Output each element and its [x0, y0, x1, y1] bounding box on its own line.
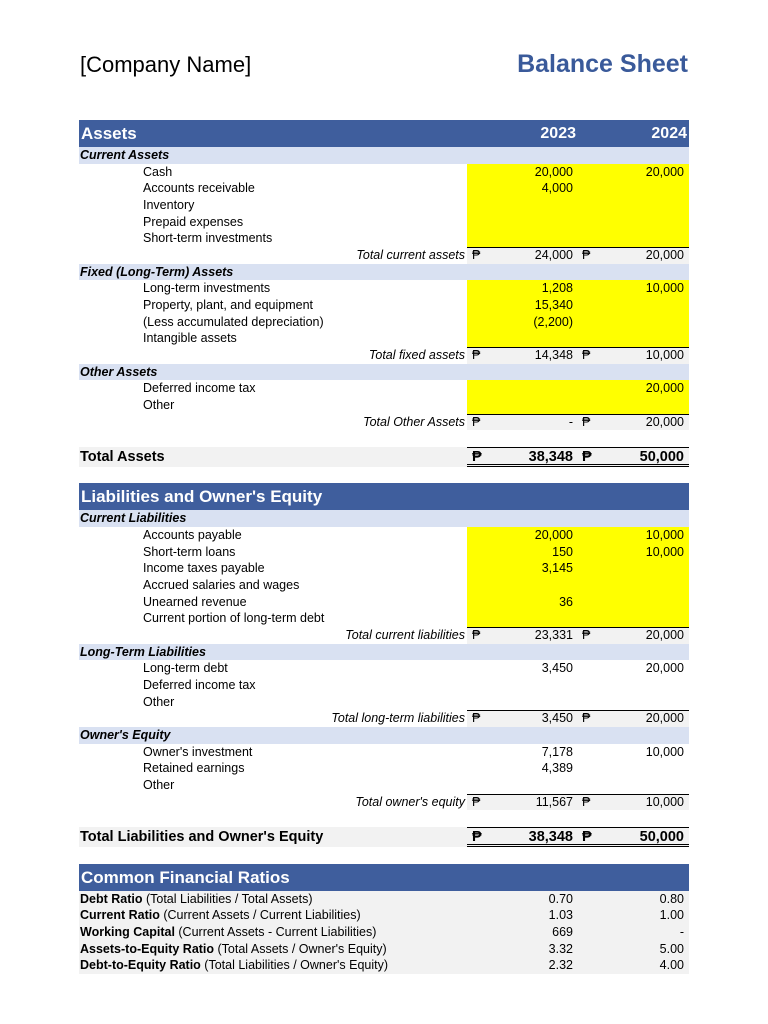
section-fixed-assets: Fixed (Long-Term) Assets — [79, 264, 689, 281]
ratio-row: Debt-to-Equity Ratio (Total Liabilities / Owner's Equity) 2.32 4.00 — [79, 957, 689, 974]
table-row: Accounts receivable 4,000 — [79, 180, 689, 197]
currency-symbol: ₱ — [582, 414, 591, 429]
ratio-row: Current Ratio (Current Assets / Current Liabilities) 1.03 1.00 — [79, 907, 689, 924]
currency-symbol: ₱ — [472, 347, 481, 362]
table-row: Deferred income tax 20,000 — [79, 380, 689, 397]
section-current-assets: Current Assets — [79, 147, 689, 164]
table-row: Other — [143, 694, 175, 709]
ratio-row: Assets-to-Equity Ratio (Total Assets / Owner's Equity) 3.32 5.00 — [79, 941, 689, 958]
table-row: Current portion of long-term debt — [79, 610, 689, 627]
currency-symbol: ₱ — [582, 828, 592, 845]
table-row: Unearned revenue 36 — [79, 594, 689, 611]
currency-symbol: ₱ — [582, 448, 592, 465]
table-row: Intangible assets — [79, 330, 689, 347]
liabilities-header: Liabilities and Owner's Equity — [79, 483, 689, 510]
section-owners-equity: Owner's Equity — [79, 727, 689, 744]
table-row: Inventory — [79, 197, 689, 214]
total-liabilities-equity-row: Total Liabilities and Owner's Equity ₱ 38,348 ₱ 50,000 — [79, 827, 689, 847]
total-fixed-assets-row: Total fixed assets ₱ 14,348 ₱ 10,000 — [79, 347, 689, 364]
currency-symbol: ₱ — [582, 247, 591, 262]
assets-header-label: Assets — [81, 124, 137, 143]
table-row: Accounts payable 20,000 10,000 — [79, 527, 689, 544]
total-current-assets-row: Total current assets ₱ 24,000 ₱ 20,000 — [79, 247, 689, 264]
currency-symbol: ₱ — [472, 247, 481, 262]
table-row: Accrued salaries and wages — [79, 577, 689, 594]
table-row: Short-term loans 150 10,000 — [79, 544, 689, 561]
section-long-term-liabilities: Long-Term Liabilities — [79, 644, 689, 661]
currency-symbol: ₱ — [472, 828, 482, 845]
company-name: [Company Name] — [80, 52, 252, 77]
currency-symbol: ₱ — [472, 414, 481, 429]
table-row: Deferred income tax — [143, 678, 256, 693]
currency-symbol: ₱ — [472, 711, 481, 726]
section-other-assets: Other Assets — [79, 364, 689, 381]
currency-symbol: ₱ — [472, 794, 481, 809]
year-2024-header: 2024 — [651, 125, 687, 142]
assets-header — [79, 120, 689, 147]
table-row: Prepaid expenses — [79, 214, 689, 231]
total-other-assets-row: Total Other Assets ₱ - ₱ 20,000 — [79, 414, 689, 431]
ratio-row: Working Capital (Current Assets - Current Liabilities) 669 - — [79, 924, 689, 941]
table-row: Income taxes payable 3,145 — [79, 560, 689, 577]
ratios-header: Common Financial Ratios — [79, 864, 689, 891]
currency-symbol: ₱ — [472, 628, 481, 643]
total-owners-equity-row: Total owner's equity ₱ 11,567 ₱ 10,000 — [79, 794, 689, 811]
table-row: Long-term debt 3,450 20,000 — [143, 661, 684, 676]
document-title: Balance Sheet — [517, 50, 688, 78]
table-row: (Less accumulated depreciation) (2,200) — [79, 314, 689, 331]
year-2023-header: 2023 — [540, 125, 576, 142]
currency-symbol: ₱ — [582, 711, 591, 726]
table-row: Retained earnings 4,389 — [143, 761, 573, 776]
section-current-liabilities: Current Liabilities — [79, 510, 689, 527]
table-row: Other — [79, 397, 689, 414]
table-row: Property, plant, and equipment 15,340 — [79, 297, 689, 314]
current-assets-group — [79, 164, 689, 247]
balance-sheet — [79, 120, 689, 974]
currency-symbol: ₱ — [582, 347, 591, 362]
currency-symbol: ₱ — [582, 794, 591, 809]
table-row: Long-term investments 1,208 10,000 — [79, 280, 689, 297]
total-long-term-liabilities-row: Total long-term liabilities ₱ 3,450 ₱ 20,000 — [79, 710, 689, 727]
currency-symbol: ₱ — [582, 628, 591, 643]
table-row: Other — [143, 777, 175, 792]
table-row: Short-term investments — [79, 230, 689, 247]
total-current-liabilities-row: Total current liabilities ₱ 23,331 ₱ 20,000 — [79, 627, 689, 644]
table-row: Cash 20,000 20,000 — [79, 164, 689, 181]
table-row: Owner's investment 7,178 10,000 — [143, 744, 684, 759]
currency-symbol: ₱ — [472, 448, 482, 465]
total-assets-row: Total Assets ₱ 38,348 ₱ 50,000 — [79, 447, 689, 467]
ratio-row: Debt Ratio (Total Liabilities / Total Assets) 0.70 0.80 — [79, 891, 689, 908]
